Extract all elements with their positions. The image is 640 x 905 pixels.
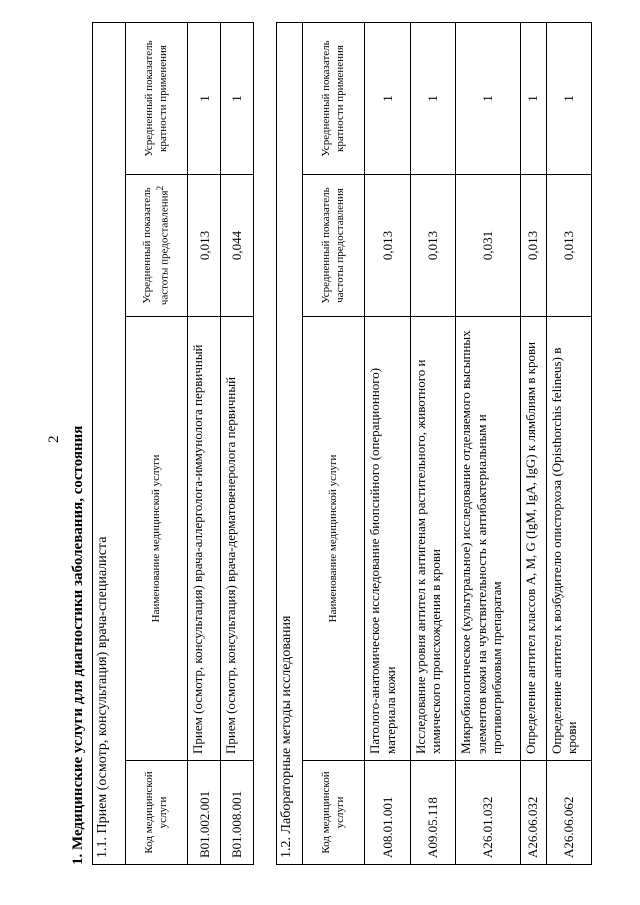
table-cell-multiplicity: 1 <box>410 22 455 174</box>
table-cell-code: A26.06.032 <box>520 761 546 865</box>
subsection-title: 1.2. Лабораторные методы исследования <box>277 22 303 864</box>
table-cell-code: B01.002.001 <box>188 761 221 865</box>
col-header-multiplicity: Усредненный показатель кратности применения <box>303 22 365 174</box>
col-header-name: Наименование медицинской услуги <box>126 317 188 761</box>
table-cell-frequency: 0,013 <box>410 175 455 317</box>
table-cell-code: A09.05.118 <box>410 761 455 865</box>
laboratory-table <box>276 22 592 865</box>
table-cell-name: Микробиологическое (культуральное) исследование отделяемого высыпных элементов кожи на чувствительность к антибактериальным и противогрибковым препаратам <box>455 317 520 761</box>
table-cell-name: Прием (осмотр, консультация) врача-дерматовенеролога первичный <box>221 317 254 761</box>
table-cell-multiplicity: 1 <box>520 22 546 174</box>
table-cell-frequency: 0,044 <box>221 175 254 317</box>
col-header-multiplicity: Усредненный показатель кратности применения <box>126 22 188 174</box>
table-cell-frequency: 0,013 <box>520 175 546 317</box>
table-cell-code: A26.06.062 <box>546 761 591 865</box>
table-cell-frequency: 0,013 <box>365 175 410 317</box>
table-cell-code: A26.01.032 <box>455 761 520 865</box>
table-cell-frequency: 0,013 <box>188 175 221 317</box>
table-cell-frequency: 0,013 <box>546 175 591 317</box>
table-cell-frequency: 0,031 <box>455 175 520 317</box>
col-header-frequency: Усредненный показатель частоты предоставления$^2$ <box>126 175 188 317</box>
table-cell-multiplicity: 1 <box>455 22 520 174</box>
subsection-title: 1.1. Прием (осмотр, консультация) врача-специалиста <box>93 22 126 864</box>
page-number: 2 <box>46 435 62 443</box>
table-cell-name: Определение антител к возбудителю описторхоза (Opisthorchis felineus) в крови <box>546 317 591 761</box>
table-cell-multiplicity: 1 <box>546 22 591 174</box>
table-cell-code: B01.008.001 <box>221 761 254 865</box>
section-heading: 1. Медицинские услуги для диагностики заболевания, состояния <box>70 425 86 865</box>
table-cell-name: Определение антител классов A, M, G (IgM, IgA, IgG) к лямблиям в крови <box>520 317 546 761</box>
table-cell-name: Прием (осмотр, консультация) врача-аллерголога-иммунолога первичный <box>188 317 221 761</box>
table-cell-multiplicity: 1 <box>221 22 254 174</box>
table-cell-code: A08.01.001 <box>365 761 410 865</box>
col-header-name: Наименование медицинской услуги <box>303 317 365 761</box>
table-cell-name: Исследование уровня антител к антигенам растительного, животного и химического происхождения в крови <box>410 317 455 761</box>
col-header-code: Код медицинской услуги <box>126 761 188 865</box>
table-cell-multiplicity: 1 <box>188 22 221 174</box>
col-header-frequency: Усредненный показатель частоты предоставления <box>303 175 365 317</box>
table-cell-name: Патолого-анатомическое исследование биопсийного (операционного) материала кожи <box>365 317 410 761</box>
col-header-code: Код медицинской услуги <box>303 761 365 865</box>
table-cell-multiplicity: 1 <box>365 22 410 174</box>
consultation-table <box>92 22 254 865</box>
